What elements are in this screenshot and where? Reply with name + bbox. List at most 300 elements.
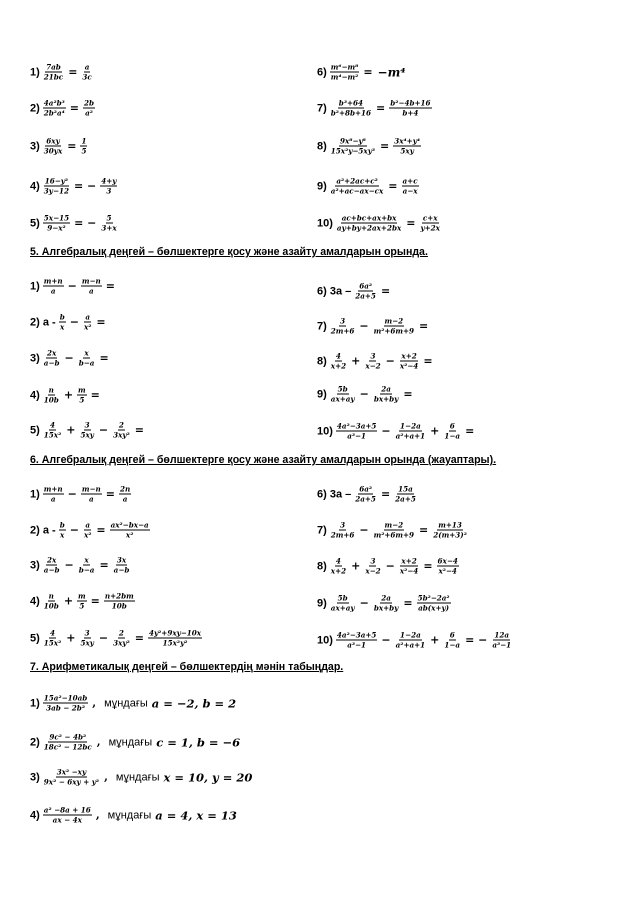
- fraction: [393, 137, 421, 156]
- fraction: [491, 631, 512, 650]
- numerator: a+c: [402, 176, 418, 186]
- fraction: [43, 694, 89, 713]
- fraction: [43, 63, 64, 82]
- numerator: 3: [84, 628, 90, 638]
- denominator: 2m+6: [330, 530, 355, 540]
- fraction: [43, 733, 93, 752]
- denominator: ab(x+y): [418, 603, 450, 613]
- section5-left-problem: [30, 421, 146, 440]
- denominator: x²: [125, 530, 134, 540]
- numerator: 3: [84, 420, 90, 430]
- fraction: [399, 352, 419, 371]
- numerator: m: [78, 385, 86, 395]
- denominator: a: [88, 494, 94, 504]
- numerator: x+2: [401, 351, 417, 361]
- numerator: 2b: [83, 98, 95, 108]
- operator: ,: [95, 808, 100, 822]
- item-number: 7): [317, 320, 327, 332]
- fraction: [79, 421, 94, 440]
- fraction: [330, 594, 356, 613]
- item-number: 4): [30, 809, 40, 821]
- numerator: m−n: [81, 276, 101, 286]
- fraction: [81, 277, 102, 296]
- numerator: 2a: [381, 384, 391, 394]
- numerator: 4: [335, 556, 341, 566]
- section4-right-problem: [317, 137, 423, 156]
- operator: =: [69, 101, 79, 115]
- numerator: m+n: [43, 276, 63, 286]
- operator: +: [351, 559, 361, 573]
- numerator: m⁶−m⁸: [330, 62, 359, 72]
- denominator: 5: [79, 601, 85, 611]
- fraction: [373, 385, 400, 404]
- denominator: x²: [83, 530, 92, 540]
- denominator: 5: [79, 395, 85, 405]
- fraction: [330, 99, 372, 118]
- denominator: b−a: [78, 358, 95, 368]
- section6-right-problem: [317, 631, 514, 650]
- section4-left-problem: [30, 177, 119, 196]
- section5-right-problem: [317, 422, 476, 441]
- fraction: [43, 99, 66, 118]
- fraction: [336, 422, 378, 441]
- numerator: c+x: [422, 213, 438, 223]
- item-number: 7): [317, 102, 327, 114]
- numerator: 9c² − 4b²: [49, 732, 87, 742]
- numerator: m−2: [384, 316, 404, 326]
- fraction: [354, 282, 377, 301]
- denominator: 3+x: [101, 223, 117, 233]
- denominator: ax+ay: [330, 394, 355, 404]
- numerator: a: [85, 312, 90, 322]
- numerator: 6: [449, 421, 455, 431]
- operator: −: [381, 633, 391, 647]
- denominator: a−b: [113, 565, 130, 575]
- fraction: [336, 631, 378, 650]
- denominator: 30yx: [43, 146, 63, 156]
- denominator: 2b²a⁴: [43, 108, 65, 118]
- fraction: [43, 485, 64, 504]
- operator: = −: [465, 633, 488, 647]
- numerator: 5b: [337, 593, 348, 603]
- operator: =: [363, 65, 373, 79]
- numerator: 2a: [381, 593, 391, 603]
- denominator: 9x² − 6xy + y²: [43, 777, 100, 787]
- operator: −: [67, 487, 77, 501]
- item-number: 3): [30, 771, 40, 783]
- operator: −: [381, 424, 391, 438]
- fraction: [443, 631, 461, 650]
- operator: =: [380, 284, 391, 298]
- section5-right-problem: [317, 385, 415, 404]
- numerator: 1: [81, 136, 87, 146]
- fraction: [43, 768, 100, 787]
- section5-right-problem: [317, 282, 392, 301]
- numerator: 7ab: [46, 62, 61, 72]
- denominator: x²−4: [399, 566, 419, 576]
- section4-right-problem: [317, 177, 421, 196]
- fraction: [80, 137, 87, 156]
- numerator: 6: [449, 630, 455, 640]
- operator: −: [359, 523, 369, 537]
- numerator: 1−2a: [400, 630, 421, 640]
- operator: =: [376, 101, 386, 115]
- fraction: [330, 557, 347, 576]
- numerator: 15a: [398, 484, 413, 494]
- denominator: a: [50, 286, 56, 296]
- section-6-title: 6. Алгебралық деңгей – бөлшектерге қосу және азайту амалдарын орында (жауаптары).: [30, 454, 497, 466]
- operator: =: [68, 65, 78, 79]
- denominator: ay+by+2ax+2bx: [336, 223, 402, 233]
- numerator: ac+bc+ax+bx: [341, 213, 397, 223]
- section4-right-problem: [317, 99, 434, 118]
- fraction: [83, 521, 92, 540]
- section7-problem: [30, 768, 252, 787]
- numerator: m−n: [81, 484, 101, 494]
- fraction: [330, 137, 376, 156]
- condition-values: x = 10, y = 20: [163, 770, 253, 784]
- numerator: b: [59, 312, 65, 322]
- section5-left-problem: [30, 313, 108, 332]
- operator: =: [99, 558, 109, 572]
- fraction: [77, 386, 87, 405]
- denominator: a: [88, 286, 94, 296]
- item-number: 6) 3a –: [317, 488, 352, 500]
- fraction: [110, 521, 150, 540]
- item-number: 8): [317, 560, 327, 572]
- denominator: x−2: [365, 361, 381, 371]
- numerator: m: [78, 591, 86, 601]
- fraction: [112, 421, 131, 440]
- denominator: 15x²y²: [162, 638, 188, 648]
- section6-left-problem: [30, 521, 152, 540]
- item-number: 3): [30, 140, 40, 152]
- numerator: 2: [118, 628, 124, 638]
- operator: =: [419, 319, 429, 333]
- operator: ,: [92, 696, 97, 710]
- section4-right-problem: [317, 214, 443, 233]
- section6-left-problem: [30, 592, 137, 611]
- numerator: a²+2ac+c²: [336, 176, 378, 186]
- operator: =: [90, 594, 100, 608]
- item-number: 2) a -: [30, 316, 56, 328]
- operator: +: [63, 388, 74, 402]
- item-number: 2) a -: [30, 524, 56, 536]
- denominator: 2a+5: [355, 291, 376, 301]
- item-number: 4): [30, 180, 40, 192]
- numerator: a² −8a + 16: [43, 805, 91, 815]
- fraction: [81, 63, 92, 82]
- denominator: 15x²y−5xy³: [330, 146, 376, 156]
- numerator: 4a²−3a+5: [336, 630, 377, 640]
- operator: −: [385, 559, 395, 573]
- fraction: [148, 629, 202, 648]
- numerator: 2: [118, 420, 124, 430]
- item-number: 3): [30, 559, 40, 571]
- fraction: [402, 177, 419, 196]
- section4-left-problem: [30, 99, 97, 118]
- denominator: a³−1: [347, 640, 367, 650]
- numerator: 4y²+9xy−10x: [148, 628, 202, 638]
- denominator: 21bc: [43, 72, 64, 82]
- numerator: n+2bm: [104, 591, 134, 601]
- fraction: [373, 317, 415, 336]
- denominator: 2a+5: [395, 494, 416, 504]
- denominator: a−x: [402, 186, 418, 196]
- numerator: a: [84, 62, 90, 72]
- operator: =: [419, 523, 429, 537]
- denominator: 10b: [43, 601, 59, 611]
- denominator: m⁴−m²: [330, 72, 359, 82]
- section6-right-problem: [317, 557, 461, 576]
- section5-left-problem: [30, 386, 102, 405]
- fraction: [43, 386, 60, 405]
- operator: −: [359, 319, 369, 333]
- numerator: 4a²−3a+5: [336, 421, 377, 431]
- fraction: [78, 349, 96, 368]
- operator: ,: [96, 735, 101, 749]
- numerator: x: [84, 555, 89, 565]
- operator: −: [69, 523, 79, 537]
- numerator: n: [48, 591, 54, 601]
- fraction: [43, 277, 64, 296]
- fraction: [43, 214, 70, 233]
- operator: =: [423, 354, 433, 368]
- denominator: x: [60, 530, 65, 540]
- operator: −: [385, 354, 395, 368]
- numerator: ax²−bx−a: [110, 520, 149, 530]
- item-number: 10): [317, 217, 333, 229]
- section7-problem: [30, 806, 237, 825]
- section6-right-problem: [317, 485, 419, 504]
- numerator: 3: [370, 351, 376, 361]
- where-label: мұндағы: [107, 809, 152, 821]
- fraction: [43, 806, 92, 825]
- fraction: [389, 99, 431, 118]
- fraction: [330, 521, 356, 540]
- item-number: 9): [317, 388, 327, 400]
- section6-left-problem: [30, 556, 132, 575]
- item-number: 8): [317, 355, 327, 367]
- item-number: 4): [30, 389, 40, 401]
- numerator: b: [59, 520, 65, 530]
- denominator: 15x²: [43, 638, 62, 648]
- numerator: 12a: [494, 630, 510, 640]
- condition-values: a = 4, x = 13: [155, 808, 237, 822]
- denominator: 3ab − 2b²: [46, 703, 85, 713]
- item-number: 1): [30, 697, 40, 709]
- result-expression: −m⁴: [377, 65, 406, 79]
- fraction: [59, 313, 66, 332]
- fraction: [364, 352, 381, 371]
- fraction: [395, 631, 427, 650]
- operator: −: [69, 315, 79, 329]
- section7-problem: [30, 694, 236, 713]
- denominator: 2a+5: [355, 494, 376, 504]
- denominator: 3: [106, 186, 112, 196]
- denominator: 5xy: [80, 430, 94, 440]
- fraction: [112, 629, 131, 648]
- condition-values: a = −2, b = 2: [151, 696, 237, 710]
- denominator: a²+a+1: [395, 431, 426, 441]
- denominator: a³−1: [492, 640, 512, 650]
- item-number: 8): [317, 140, 327, 152]
- numerator: 4: [49, 628, 55, 638]
- numerator: 5b: [337, 384, 348, 394]
- section6-left-problem: [30, 485, 133, 504]
- fraction: [83, 313, 92, 332]
- numerator: x+2: [401, 556, 417, 566]
- numerator: m−2: [384, 520, 404, 530]
- item-number: 9): [317, 597, 327, 609]
- numerator: 2n: [119, 484, 131, 494]
- numerator: 4: [335, 351, 341, 361]
- operator: =: [105, 487, 115, 501]
- item-number: 3): [30, 352, 40, 364]
- denominator: b−a: [78, 565, 95, 575]
- fraction: [373, 594, 400, 613]
- denominator: a²+ac−ax−cx: [330, 186, 384, 196]
- numerator: 3x: [116, 555, 127, 565]
- where-label: мұндағы: [108, 736, 153, 748]
- operator: ,: [104, 770, 108, 784]
- denominator: 5xy: [400, 146, 414, 156]
- fraction: [113, 556, 131, 575]
- fraction: [81, 485, 102, 504]
- section6-left-problem: [30, 629, 204, 648]
- denominator: 2(m+3)²: [433, 530, 467, 540]
- numerator: 4a²b³: [43, 98, 65, 108]
- fraction: [399, 557, 419, 576]
- operator: =: [99, 351, 109, 365]
- operator: =: [465, 424, 475, 438]
- denominator: a²: [85, 108, 93, 118]
- numerator: 6x−4: [437, 556, 458, 566]
- fraction: [394, 485, 417, 504]
- fraction: [395, 422, 427, 441]
- numerator: 5x−15: [43, 213, 70, 223]
- condition-values: c = 1, b = −6: [156, 735, 241, 749]
- fraction: [354, 485, 377, 504]
- operator: +: [351, 354, 361, 368]
- numerator: 9x⁸−y⁸: [340, 136, 366, 146]
- fraction: [330, 177, 385, 196]
- fraction: [79, 629, 94, 648]
- fraction: [43, 629, 62, 648]
- numerator: 6a²: [359, 281, 372, 291]
- operator: =: [67, 139, 77, 153]
- numerator: 5b²−2a²: [417, 593, 450, 603]
- numerator: 6xy: [46, 136, 60, 146]
- operator: +: [66, 423, 76, 437]
- operator: =: [134, 631, 144, 645]
- fraction: [330, 63, 360, 82]
- section5-left-problem: [30, 349, 111, 368]
- item-number: 5): [30, 217, 40, 229]
- section6-right-problem: [317, 594, 453, 613]
- numerator: 1−2a: [400, 421, 421, 431]
- operator: =: [403, 596, 413, 610]
- fraction: [364, 557, 381, 576]
- denominator: 5: [81, 146, 87, 156]
- fraction: [77, 592, 87, 611]
- operator: −: [64, 558, 74, 572]
- denominator: m²+6m+9: [373, 530, 415, 540]
- item-number: 2): [30, 736, 40, 748]
- denominator: x: [60, 322, 65, 332]
- fraction: [437, 557, 459, 576]
- numerator: 3x⁴+y⁴: [394, 136, 421, 146]
- denominator: 10b: [43, 395, 59, 405]
- operator: +: [63, 594, 74, 608]
- fraction: [419, 214, 441, 233]
- item-number: 5): [30, 424, 40, 436]
- item-number: 10): [317, 634, 333, 646]
- operator: =: [96, 523, 106, 537]
- item-number: 1): [30, 280, 40, 292]
- denominator: ax − 4x: [52, 815, 82, 825]
- operator: =: [423, 559, 433, 573]
- numerator: 4+y: [101, 176, 117, 186]
- where-label: мұндағы: [115, 771, 160, 783]
- section6-right-problem: [317, 521, 470, 540]
- denominator: a: [50, 494, 56, 504]
- denominator: a³−1: [347, 431, 367, 441]
- denominator: ax+ay: [330, 603, 355, 613]
- fraction: [417, 594, 451, 613]
- item-number: 1): [30, 66, 40, 78]
- fraction: [104, 592, 135, 611]
- numerator: n: [48, 385, 54, 395]
- numerator: 6a²: [359, 484, 372, 494]
- denominator: a−b: [43, 358, 60, 368]
- numerator: 2x: [46, 348, 57, 358]
- numerator: 3x² −xy: [56, 767, 87, 777]
- denominator: 10b: [111, 601, 127, 611]
- numerator: b³+64: [338, 98, 363, 108]
- fraction: [330, 352, 347, 371]
- fraction: [78, 556, 96, 575]
- operator: =: [388, 179, 398, 193]
- fraction: [432, 521, 468, 540]
- fraction: [330, 385, 356, 404]
- section4-left-problem: [30, 137, 89, 156]
- item-number: 6): [317, 66, 327, 78]
- operator: −: [98, 631, 109, 645]
- operator: −: [67, 279, 77, 293]
- numerator: 3: [340, 520, 346, 530]
- operator: =: [380, 139, 390, 153]
- denominator: x²−4: [399, 361, 419, 371]
- numerator: b²−4b+16: [390, 98, 431, 108]
- operator: −: [64, 351, 74, 365]
- denominator: 3y−12: [43, 186, 69, 196]
- denominator: m²+6m+9: [373, 326, 415, 336]
- fraction: [373, 521, 415, 540]
- fraction: [43, 349, 61, 368]
- section4-right-problem: [317, 63, 406, 82]
- operator: =: [403, 387, 413, 401]
- fraction: [330, 317, 356, 336]
- denominator: a²+a+1: [395, 640, 426, 650]
- denominator: 9−x²: [47, 223, 66, 233]
- fraction: [336, 214, 402, 233]
- item-number: 2): [30, 102, 40, 114]
- denominator: b²+8b+16: [330, 108, 372, 118]
- denominator: 1−a: [444, 640, 461, 650]
- fraction: [119, 485, 131, 504]
- item-number: 10): [317, 425, 333, 437]
